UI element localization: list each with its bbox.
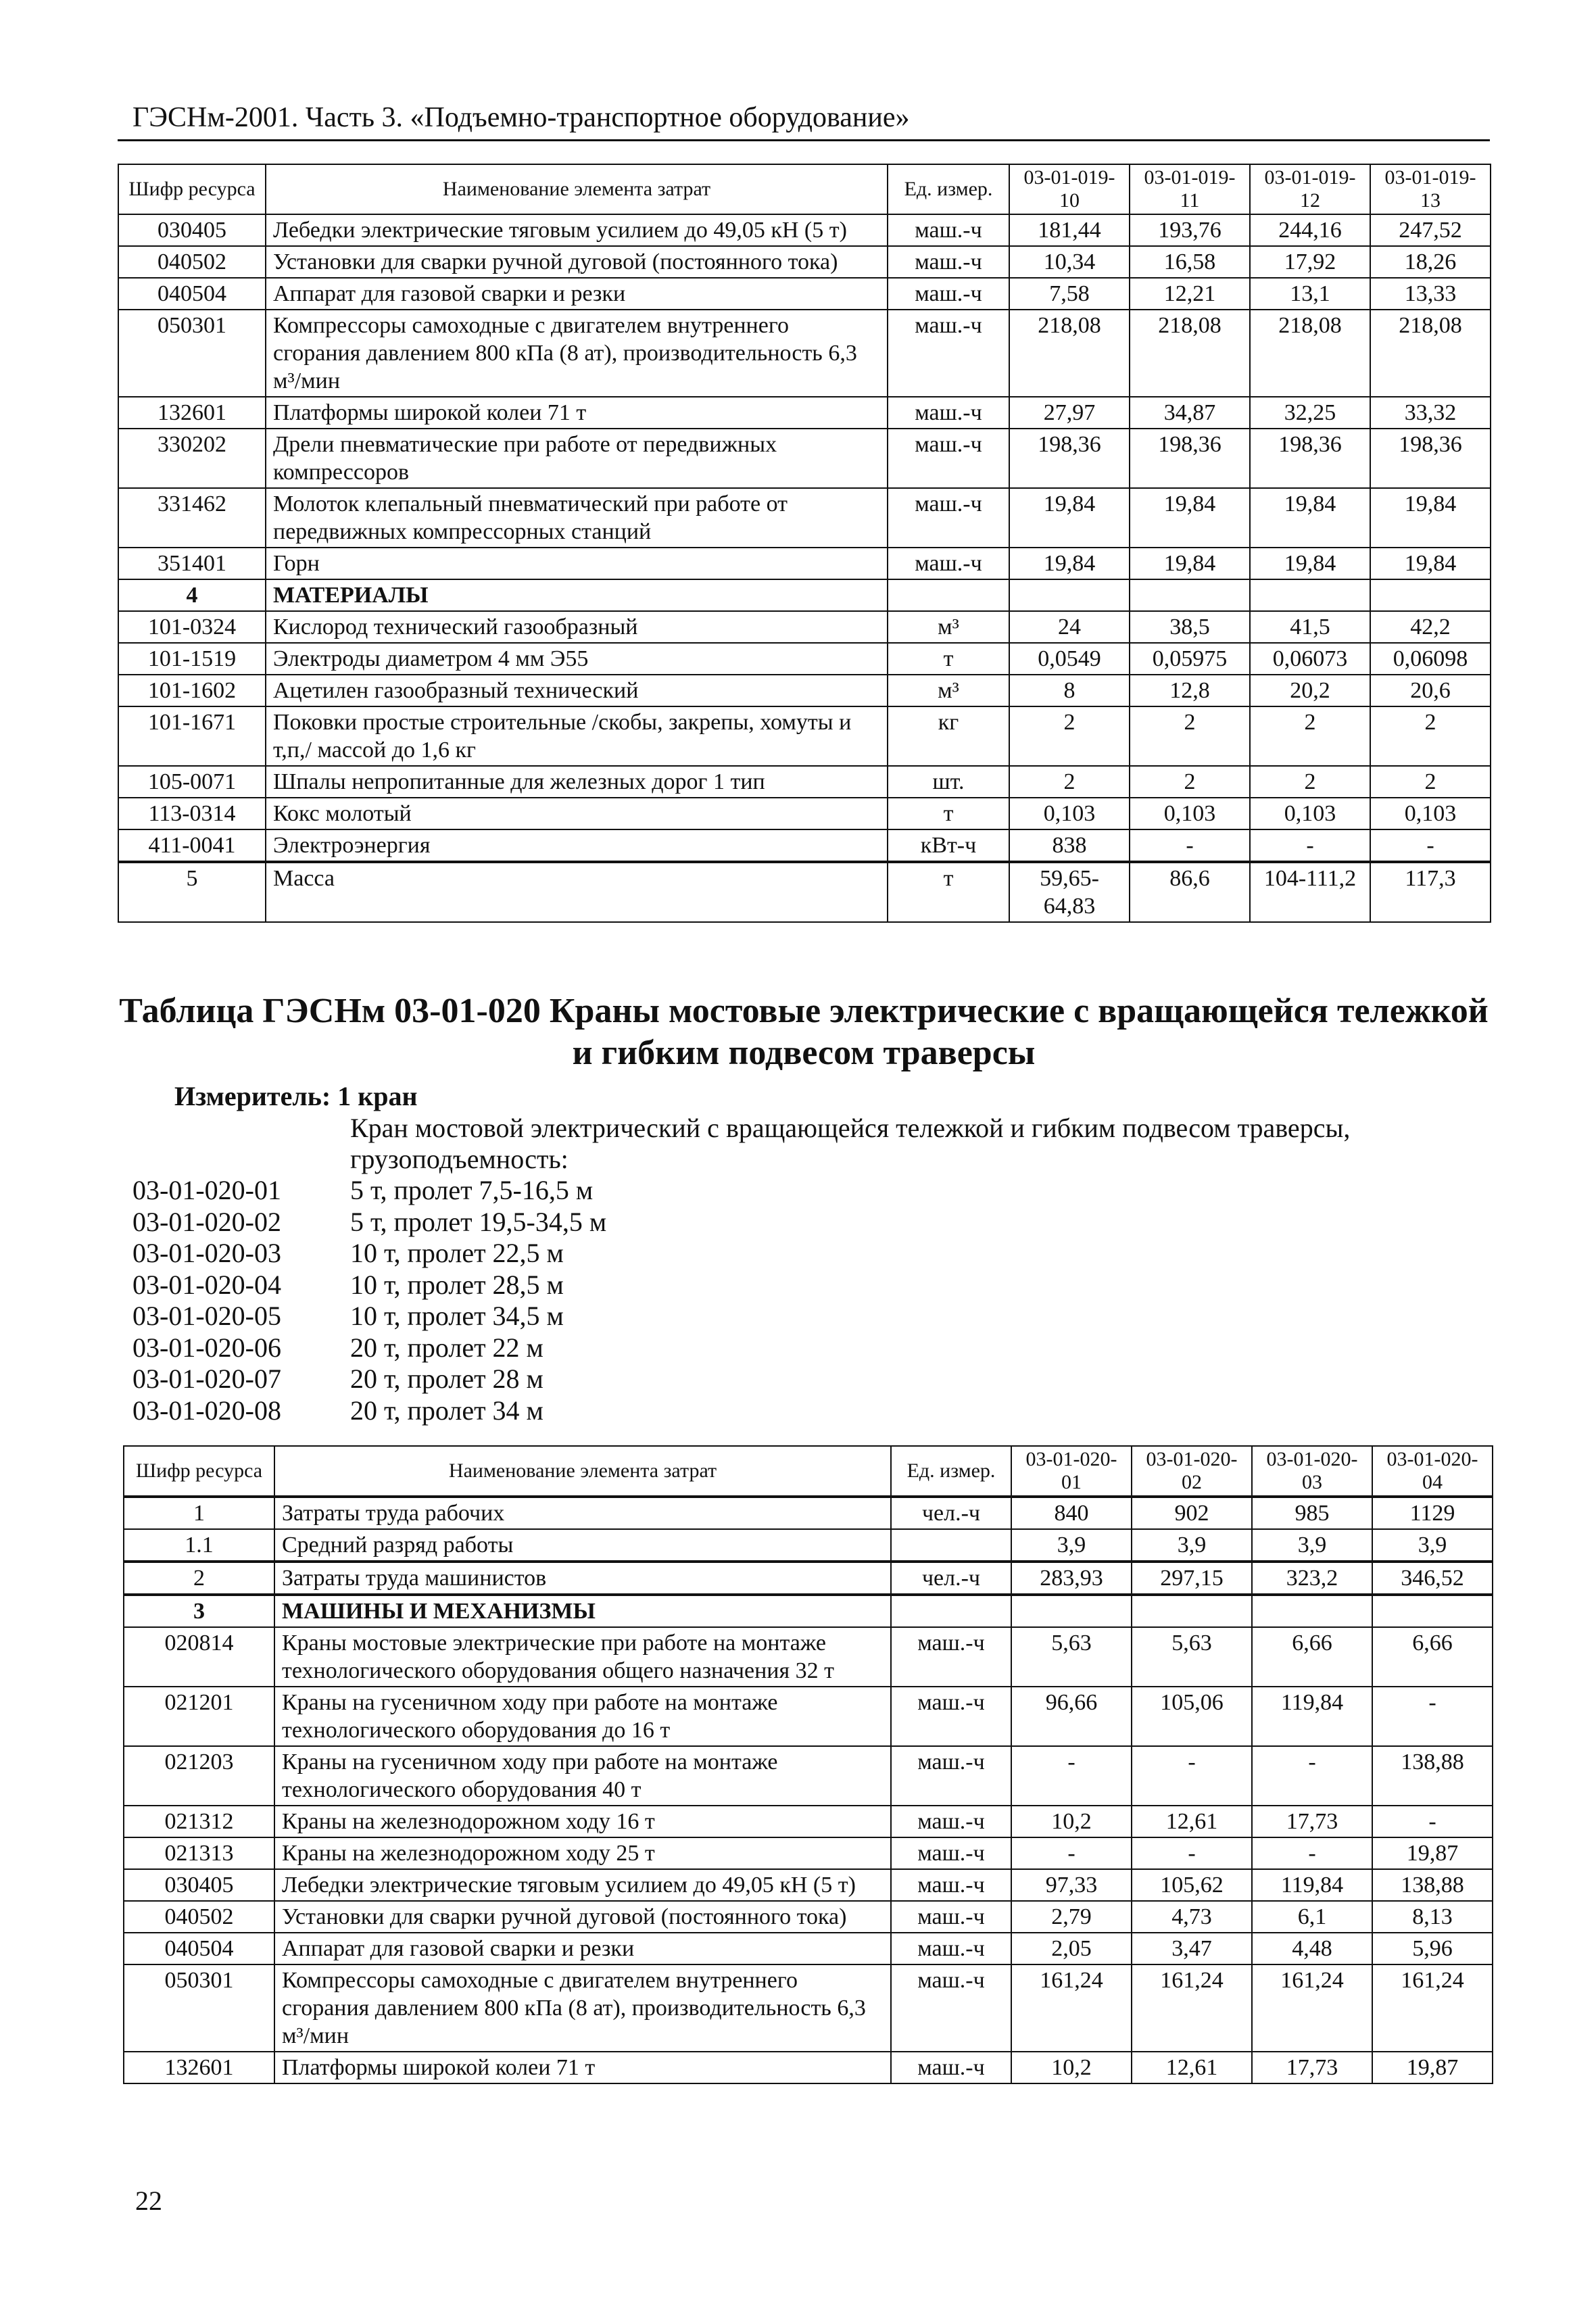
value-cell: 19,87: [1372, 1837, 1493, 1869]
header-col-1: 03-01-019-10: [1009, 164, 1130, 214]
table-row: [124, 1746, 1493, 1806]
value-cell: 24: [1009, 611, 1130, 643]
value-cell: 0,06098: [1370, 643, 1491, 675]
variant-item: [132, 1364, 944, 1395]
value-cell: -: [1370, 829, 1491, 862]
variant-description: 20 т, пролет 34 м: [350, 1395, 543, 1426]
value-cell: 2: [1250, 706, 1370, 766]
resource-code: 021313: [124, 1837, 274, 1869]
value-cell: 3,47: [1132, 1933, 1252, 1964]
resource-name: Шпалы непропитанные для железных дорог 1 тип: [266, 766, 888, 798]
resource-code: 1: [124, 1497, 274, 1529]
value-cell: 104-111,2: [1250, 862, 1370, 922]
resource-code: 4: [118, 579, 266, 611]
value-cell: [1011, 1595, 1132, 1627]
table-row: [118, 675, 1491, 706]
value-cell: 17,73: [1252, 1806, 1372, 1837]
resource-code: 050301: [118, 310, 266, 397]
value-cell: 2: [1009, 706, 1130, 766]
value-cell: 18,26: [1370, 246, 1491, 278]
header-code: Шифр ресурса: [118, 164, 266, 214]
value-cell: 161,24: [1252, 1964, 1372, 2052]
variant-item: [132, 1175, 944, 1207]
value-cell: -: [1011, 1837, 1132, 1869]
table-row: [118, 611, 1491, 643]
value-cell: 0,103: [1370, 798, 1491, 829]
header-col-2: 03-01-020-02: [1132, 1446, 1252, 1497]
value-cell: 38,5: [1130, 611, 1250, 643]
variant-description: 10 т, пролет 34,5 м: [350, 1301, 564, 1331]
value-cell: -: [1372, 1806, 1493, 1837]
value-cell: 19,84: [1250, 488, 1370, 548]
unit-cell: маш.-ч: [891, 2052, 1011, 2083]
variant-code: 03-01-020-07: [132, 1364, 281, 1394]
resource-name: Затраты труда рабочих: [274, 1497, 891, 1529]
resource-name: Дрели пневматические при работе от передвижных компрессоров: [266, 429, 888, 488]
table-row: [124, 1806, 1493, 1837]
value-cell: 17,73: [1252, 2052, 1372, 2083]
unit-cell: маш.-ч: [888, 246, 1009, 278]
header-col-3: 03-01-020-03: [1252, 1446, 1372, 1497]
resource-name: Кислород технический газообразный: [266, 611, 888, 643]
resource-code: 101-1602: [118, 675, 266, 706]
unit-cell: т: [888, 798, 1009, 829]
value-cell: -: [1132, 1837, 1252, 1869]
table-row: [118, 862, 1491, 922]
unit-cell: м³: [888, 675, 1009, 706]
value-cell: 297,15: [1132, 1562, 1252, 1595]
header-name: Наименование элемента затрат: [266, 164, 888, 214]
value-cell: 2: [1370, 766, 1491, 798]
value-cell: 3,9: [1132, 1529, 1252, 1562]
resource-name: Краны на железнодорожном ходу 16 т: [274, 1806, 891, 1837]
value-cell: 985: [1252, 1497, 1372, 1529]
header-col-4: 03-01-019-13: [1370, 164, 1491, 214]
resource-code: 330202: [118, 429, 266, 488]
table-row: [124, 1837, 1493, 1869]
resource-name: Краны на гусеничном ходу при работе на монтаже технологического оборудования 40 т: [274, 1746, 891, 1806]
unit-cell: маш.-ч: [891, 1806, 1011, 1837]
resource-name: Платформы широкой колеи 71 т: [266, 397, 888, 429]
value-cell: [1009, 579, 1130, 611]
variant-code: 03-01-020-04: [132, 1269, 281, 1300]
value-cell: 5,63: [1011, 1627, 1132, 1687]
value-cell: 8,13: [1372, 1901, 1493, 1933]
resource-name: Краны на железнодорожном ходу 25 т: [274, 1837, 891, 1869]
value-cell: 138,88: [1372, 1746, 1493, 1806]
header-col-4: 03-01-020-04: [1372, 1446, 1493, 1497]
resource-code: 105-0071: [118, 766, 266, 798]
resource-code: 132601: [124, 2052, 274, 2083]
variant-item: [132, 1395, 944, 1427]
running-title: ГЭСНм-2001. Часть 3. «Подъемно-транспортное оборудование»: [132, 102, 910, 133]
value-cell: 6,66: [1252, 1627, 1372, 1687]
value-cell: 8: [1009, 675, 1130, 706]
resource-name: Горн: [266, 548, 888, 579]
resource-code: 113-0314: [118, 798, 266, 829]
resource-name: Поковки простые строительные /скобы, закрепы, хомуты и т,п,/ массой до 1,6 кг: [266, 706, 888, 766]
value-cell: 12,61: [1132, 2052, 1252, 2083]
resource-code: 040502: [124, 1901, 274, 1933]
unit-cell: маш.-ч: [891, 1746, 1011, 1806]
unit-cell: кВт-ч: [888, 829, 1009, 862]
resource-name: Платформы широкой колеи 71 т: [274, 2052, 891, 2083]
resource-name: Средний разряд работы: [274, 1529, 891, 1562]
variant-item: [132, 1207, 944, 1238]
value-cell: 97,33: [1011, 1869, 1132, 1901]
value-cell: 17,92: [1250, 246, 1370, 278]
value-cell: 5,96: [1372, 1933, 1493, 1964]
value-cell: 96,66: [1011, 1687, 1132, 1746]
resource-code: 1.1: [124, 1529, 274, 1562]
unit-cell: маш.-ч: [891, 1687, 1011, 1746]
value-cell: 6,66: [1372, 1627, 1493, 1687]
unit-cell: маш.-ч: [888, 429, 1009, 488]
resource-name: МАШИНЫ И МЕХАНИЗМЫ: [274, 1595, 891, 1627]
value-cell: 838: [1009, 829, 1130, 862]
value-cell: 0,05975: [1130, 643, 1250, 675]
value-cell: 5,63: [1132, 1627, 1252, 1687]
resource-code: 101-1671: [118, 706, 266, 766]
resource-code: 040504: [118, 278, 266, 310]
unit-cell: м³: [888, 611, 1009, 643]
unit-cell: маш.-ч: [888, 548, 1009, 579]
resource-name: Лебедки электрические тяговым усилием до 49,05 кН (5 т): [266, 214, 888, 246]
value-cell: 19,84: [1370, 548, 1491, 579]
variant-code: 03-01-020-06: [132, 1332, 281, 1363]
unit-cell: [891, 1595, 1011, 1627]
variant-code: 03-01-020-02: [132, 1206, 281, 1237]
variant-item: [132, 1270, 944, 1301]
resource-code: 132601: [118, 397, 266, 429]
table-row: [118, 579, 1491, 611]
value-cell: -: [1252, 1837, 1372, 1869]
unit-cell: маш.-ч: [891, 1901, 1011, 1933]
resource-name: Установки для сварки ручной дуговой (постоянного тока): [274, 1901, 891, 1933]
value-cell: 13,1: [1250, 278, 1370, 310]
variant-code: 03-01-020-08: [132, 1395, 281, 1426]
variant-code: 03-01-020-05: [132, 1301, 281, 1331]
table-row: [118, 548, 1491, 579]
value-cell: 2: [1009, 766, 1130, 798]
value-cell: [1130, 579, 1250, 611]
value-cell: 34,87: [1130, 397, 1250, 429]
value-cell: 10,2: [1011, 1806, 1132, 1837]
resource-name: Лебедки электрические тяговым усилием до 49,05 кН (5 т): [274, 1869, 891, 1901]
value-cell: 247,52: [1370, 214, 1491, 246]
resource-name: Молоток клепальный пневматический при работе от передвижных компрессорных станций: [266, 488, 888, 548]
unit-cell: маш.-ч: [888, 310, 1009, 397]
value-cell: 283,93: [1011, 1562, 1132, 1595]
table-title: Таблица ГЭСНм 03-01-020 Краны мостовые электрические с вращающейся тележкой и гибким подвесом траверсы: [119, 992, 1489, 1072]
resource-code: 5: [118, 862, 266, 922]
value-cell: 7,58: [1009, 278, 1130, 310]
table-row: [118, 278, 1491, 310]
value-cell: 27,97: [1009, 397, 1130, 429]
table-row: [118, 829, 1491, 862]
table-row: [118, 246, 1491, 278]
resource-name: Затраты труда машинистов: [274, 1562, 891, 1595]
table-row: [118, 397, 1491, 429]
value-cell: 42,2: [1370, 611, 1491, 643]
value-cell: 198,36: [1009, 429, 1130, 488]
value-cell: 0,0549: [1009, 643, 1130, 675]
resource-code: 411-0041: [118, 829, 266, 862]
variant-description: 10 т, пролет 28,5 м: [350, 1269, 564, 1300]
table-row: [124, 1869, 1493, 1901]
value-cell: 6,1: [1252, 1901, 1372, 1933]
resource-table-020: [123, 1445, 1493, 2084]
table-row: [124, 1529, 1493, 1562]
unit-cell: чел.-ч: [891, 1562, 1011, 1595]
value-cell: 2: [1130, 706, 1250, 766]
value-cell: 12,61: [1132, 1806, 1252, 1837]
unit-cell: [891, 1529, 1011, 1562]
header-name: Наименование элемента затрат: [274, 1446, 891, 1497]
value-cell: 19,87: [1372, 2052, 1493, 2083]
table-row: [118, 310, 1491, 397]
value-cell: 13,33: [1370, 278, 1491, 310]
value-cell: 244,16: [1250, 214, 1370, 246]
variant-description: 10 т, пролет 22,5 м: [350, 1238, 564, 1268]
resource-code: 101-1519: [118, 643, 266, 675]
value-cell: 3,9: [1011, 1529, 1132, 1562]
unit-cell: маш.-ч: [888, 397, 1009, 429]
value-cell: -: [1252, 1746, 1372, 1806]
unit-cell: [888, 579, 1009, 611]
page-number: 22: [135, 2186, 162, 2216]
header-unit: Ед. измер.: [888, 164, 1009, 214]
table-row: [118, 798, 1491, 829]
value-cell: 218,08: [1370, 310, 1491, 397]
value-cell: 840: [1011, 1497, 1132, 1529]
value-cell: 105,06: [1132, 1687, 1252, 1746]
value-cell: 0,103: [1250, 798, 1370, 829]
value-cell: 0,103: [1130, 798, 1250, 829]
table-row: [124, 1497, 1493, 1529]
resource-code: 021201: [124, 1687, 274, 1746]
table-body: [118, 214, 1491, 922]
value-cell: 16,58: [1130, 246, 1250, 278]
variant-description: 5 т, пролет 19,5-34,5 м: [350, 1206, 607, 1237]
resource-code: 020814: [124, 1627, 274, 1687]
value-cell: -: [1011, 1746, 1132, 1806]
value-cell: 4,73: [1132, 1901, 1252, 1933]
value-cell: 19,84: [1250, 548, 1370, 579]
value-cell: [1250, 579, 1370, 611]
value-cell: 12,8: [1130, 675, 1250, 706]
value-cell: 3,9: [1372, 1529, 1493, 1562]
value-cell: [1132, 1595, 1252, 1627]
value-cell: 19,84: [1130, 488, 1250, 548]
table-row: [118, 488, 1491, 548]
header-code: Шифр ресурса: [124, 1446, 274, 1497]
value-cell: 117,3: [1370, 862, 1491, 922]
value-cell: 323,2: [1252, 1562, 1372, 1595]
resource-name: МАТЕРИАЛЫ: [266, 579, 888, 611]
resource-code: 2: [124, 1562, 274, 1595]
variant-code: 03-01-020-03: [132, 1238, 281, 1268]
resource-code: 101-0324: [118, 611, 266, 643]
value-cell: 19,84: [1370, 488, 1491, 548]
value-cell: 10,2: [1011, 2052, 1132, 2083]
resource-name: Электроэнергия: [266, 829, 888, 862]
value-cell: 161,24: [1372, 1964, 1493, 2052]
resource-name: Краны на гусеничном ходу при работе на монтаже технологического оборудования до 16 т: [274, 1687, 891, 1746]
header-col-2: 03-01-019-11: [1130, 164, 1250, 214]
value-cell: 119,84: [1252, 1869, 1372, 1901]
resource-name: Установки для сварки ручной дуговой (постоянного тока): [266, 246, 888, 278]
value-cell: [1372, 1595, 1493, 1627]
value-cell: 2,05: [1011, 1933, 1132, 1964]
value-cell: 19,84: [1130, 548, 1250, 579]
crane-description: Кран мостовой электрический с вращающейся тележкой и гибким подвесом траверсы, грузоподъемность:: [350, 1113, 1351, 1174]
resource-code: 021203: [124, 1746, 274, 1806]
table-row: [124, 1964, 1493, 2052]
resource-name: Кокс молотый: [266, 798, 888, 829]
unit-cell: маш.-ч: [891, 1964, 1011, 2052]
value-cell: 33,32: [1370, 397, 1491, 429]
unit-cell: маш.-ч: [891, 1837, 1011, 1869]
header-col-1: 03-01-020-01: [1011, 1446, 1132, 1497]
table-row: [124, 1901, 1493, 1933]
value-cell: -: [1250, 829, 1370, 862]
value-cell: 119,84: [1252, 1687, 1372, 1746]
resource-name: Компрессоры самоходные с двигателем внутреннего сгорания давлением 800 кПа (8 ат), производительность 6,3 м³/мин: [274, 1964, 891, 2052]
value-cell: 2,79: [1011, 1901, 1132, 1933]
resource-name: Краны мостовые электрические при работе на монтаже технологического оборудования общего назначения 32 т: [274, 1627, 891, 1687]
value-cell: 218,08: [1130, 310, 1250, 397]
unit-cell: маш.-ч: [891, 1869, 1011, 1901]
value-cell: 86,6: [1130, 862, 1250, 922]
table-header-row: [124, 1446, 1493, 1497]
value-cell: [1370, 579, 1491, 611]
resource-code: 331462: [118, 488, 266, 548]
variant-description: 20 т, пролет 28 м: [350, 1364, 543, 1394]
table-row: [124, 1562, 1493, 1595]
value-cell: 12,21: [1130, 278, 1250, 310]
value-cell: -: [1130, 829, 1250, 862]
resource-table-019: [118, 164, 1491, 923]
resource-name: Электроды диаметром 4 мм Э55: [266, 643, 888, 675]
value-cell: 902: [1132, 1497, 1252, 1529]
value-cell: 181,44: [1009, 214, 1130, 246]
value-cell: 198,36: [1130, 429, 1250, 488]
header-col-3: 03-01-019-12: [1250, 164, 1370, 214]
unit-cell: шт.: [888, 766, 1009, 798]
unit-cell: чел.-ч: [891, 1497, 1011, 1529]
resource-code: 021312: [124, 1806, 274, 1837]
resource-name: Масса: [266, 862, 888, 922]
value-cell: 20,2: [1250, 675, 1370, 706]
table-row: [124, 1627, 1493, 1687]
value-cell: 10,34: [1009, 246, 1130, 278]
value-cell: 218,08: [1250, 310, 1370, 397]
value-cell: 3,9: [1252, 1529, 1372, 1562]
variant-list: [132, 1175, 944, 1426]
variant-item: [132, 1332, 944, 1364]
resource-name: Компрессоры самоходные с двигателем внутреннего сгорания давлением 800 кПа (8 ат), производительность 6,3 м³/мин: [266, 310, 888, 397]
value-cell: 138,88: [1372, 1869, 1493, 1901]
value-cell: 0,103: [1009, 798, 1130, 829]
meter-label: Измеритель: 1 кран: [174, 1081, 418, 1111]
resource-code: 030405: [124, 1869, 274, 1901]
variant-description: 20 т, пролет 22 м: [350, 1332, 543, 1363]
unit-cell: т: [888, 862, 1009, 922]
value-cell: 41,5: [1250, 611, 1370, 643]
table-header-row: [118, 164, 1491, 214]
unit-cell: маш.-ч: [888, 278, 1009, 310]
value-cell: 161,24: [1132, 1964, 1252, 2052]
unit-cell: маш.-ч: [888, 214, 1009, 246]
value-cell: -: [1372, 1687, 1493, 1746]
variant-item: [132, 1238, 944, 1270]
value-cell: 19,84: [1009, 488, 1130, 548]
variant-item: [132, 1301, 944, 1332]
value-cell: 346,52: [1372, 1562, 1493, 1595]
unit-cell: маш.-ч: [888, 488, 1009, 548]
unit-cell: кг: [888, 706, 1009, 766]
variant-description: 5 т, пролет 7,5-16,5 м: [350, 1175, 594, 1205]
table-row: [124, 2052, 1493, 2083]
value-cell: 198,36: [1370, 429, 1491, 488]
unit-cell: маш.-ч: [891, 1933, 1011, 1964]
value-cell: 32,25: [1250, 397, 1370, 429]
value-cell: 59,65-64,83: [1009, 862, 1130, 922]
unit-cell: т: [888, 643, 1009, 675]
value-cell: 1129: [1372, 1497, 1493, 1529]
value-cell: 0,06073: [1250, 643, 1370, 675]
resource-name: Аппарат для газовой сварки и резки: [266, 278, 888, 310]
resource-code: 351401: [118, 548, 266, 579]
resource-code: 040502: [118, 246, 266, 278]
resource-code: 050301: [124, 1964, 274, 2052]
header-rule: [118, 139, 1490, 141]
value-cell: 105,62: [1132, 1869, 1252, 1901]
table-body: [124, 1497, 1493, 2083]
table-row: [124, 1595, 1493, 1627]
table-row: [118, 429, 1491, 488]
value-cell: 2: [1250, 766, 1370, 798]
unit-cell: маш.-ч: [891, 1627, 1011, 1687]
value-cell: 193,76: [1130, 214, 1250, 246]
table-row: [118, 214, 1491, 246]
value-cell: 218,08: [1009, 310, 1130, 397]
table-row: [124, 1933, 1493, 1964]
value-cell: 4,48: [1252, 1933, 1372, 1964]
value-cell: 161,24: [1011, 1964, 1132, 2052]
resource-name: Ацетилен газообразный технический: [266, 675, 888, 706]
value-cell: -: [1132, 1746, 1252, 1806]
resource-code: 030405: [118, 214, 266, 246]
variant-code: 03-01-020-01: [132, 1175, 281, 1205]
value-cell: 2: [1130, 766, 1250, 798]
resource-name: Аппарат для газовой сварки и резки: [274, 1933, 891, 1964]
table-row: [118, 643, 1491, 675]
table-row: [124, 1687, 1493, 1746]
table-row: [118, 706, 1491, 766]
value-cell: 198,36: [1250, 429, 1370, 488]
table-row: [118, 766, 1491, 798]
resource-code: 040504: [124, 1933, 274, 1964]
resource-code: 3: [124, 1595, 274, 1627]
value-cell: 19,84: [1009, 548, 1130, 579]
header-unit: Ед. измер.: [891, 1446, 1011, 1497]
value-cell: 20,6: [1370, 675, 1491, 706]
value-cell: [1252, 1595, 1372, 1627]
value-cell: 2: [1370, 706, 1491, 766]
